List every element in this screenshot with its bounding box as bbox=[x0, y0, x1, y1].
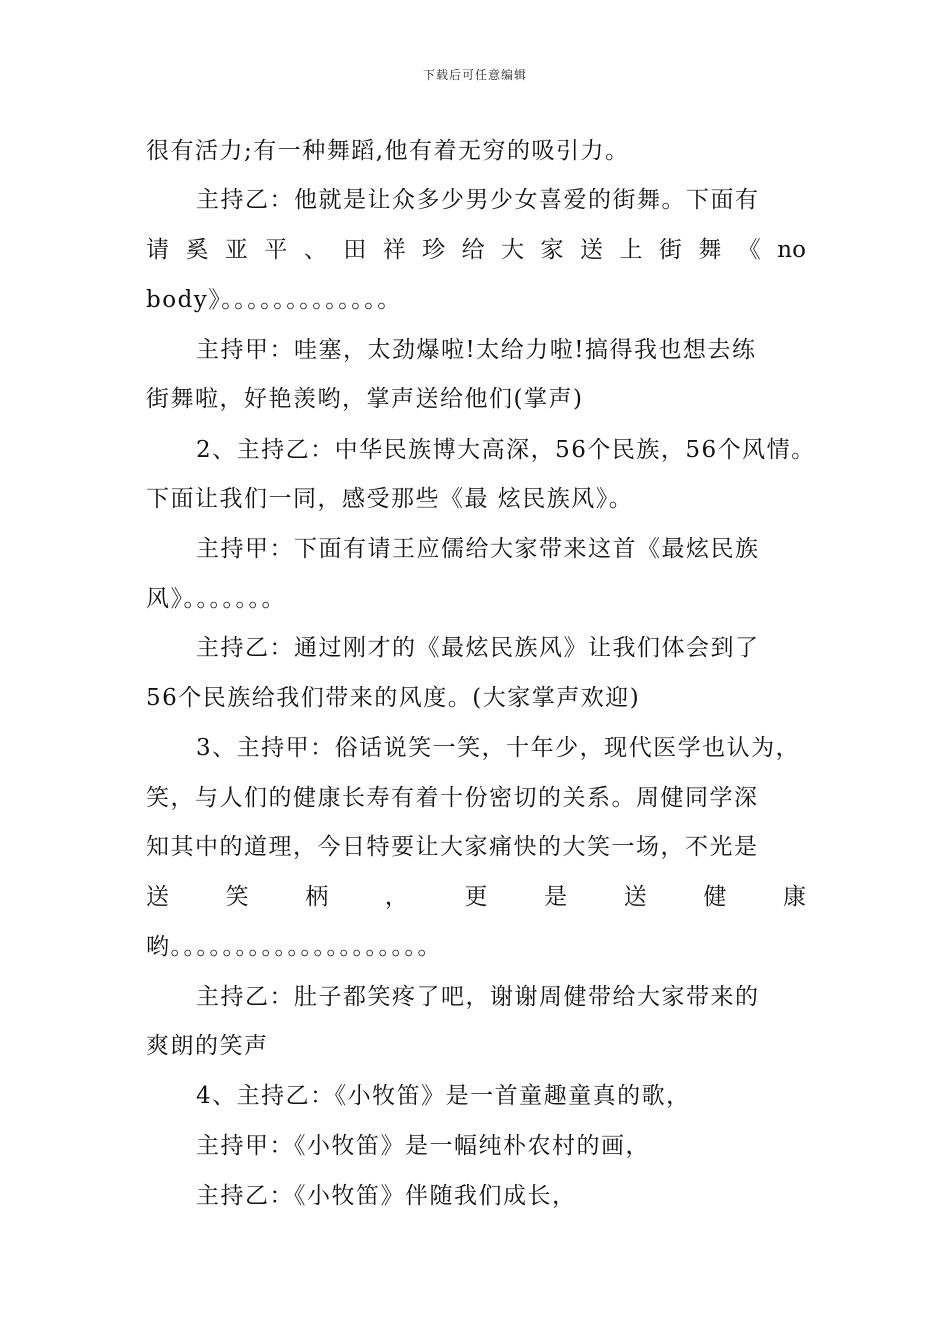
text-char: 上 bbox=[619, 237, 643, 263]
text-char: 笑 bbox=[225, 884, 249, 910]
text-char: ， bbox=[384, 884, 408, 910]
text-char: 给 bbox=[461, 237, 485, 263]
text-char: 请 bbox=[146, 237, 169, 263]
text-char: 送 bbox=[579, 237, 603, 263]
text-line: 主持甲：哇塞，太劲爆啦!太给力啦!搞得我也想去练 bbox=[196, 337, 757, 363]
text-char: 祥 bbox=[382, 237, 406, 263]
page-header: 下载后可任意编辑 bbox=[422, 68, 527, 82]
text-char: 更 bbox=[464, 884, 488, 910]
text-char: 柄 bbox=[305, 884, 329, 910]
text-line: 主持乙：《小牧笛》伴随我们成长， bbox=[196, 1183, 577, 1209]
text-line: 2、主持乙：中华民族博大高深，56个民族，56个风情。 bbox=[196, 437, 816, 463]
text-line: 下面让我们一同，感受那些《最 炫民族风》。 bbox=[146, 486, 634, 512]
text-char: 是 bbox=[544, 884, 568, 910]
text-line: 笑，与人们的健康长寿有着十份密切的关系。周健同学深 bbox=[146, 785, 759, 811]
text-line-justified bbox=[146, 882, 806, 912]
text-line: 主持乙：他就是让众多少男少女喜爱的街舞。下面有 bbox=[196, 187, 760, 213]
text-line: 很有活力;有一种舞蹈,他有着无穷的吸引力。 bbox=[146, 138, 630, 164]
text-line: 知其中的道理，今日特要让大家痛快的大笑一场，不光是 bbox=[146, 834, 759, 860]
text-char: 送 bbox=[623, 884, 647, 910]
text-char: 送 bbox=[146, 884, 169, 910]
text-line: 56个民族给我们带来的风度。(大家掌声欢迎) bbox=[146, 685, 641, 711]
text-line: 主持乙：通过刚才的《最炫民族风》让我们体会到了 bbox=[196, 635, 760, 661]
text-line: 主持甲：《小牧笛》是一幅纯朴农村的画， bbox=[196, 1133, 650, 1159]
text-line: 3、主持甲：俗话说笑一笑，十年少，现代医学也认为， bbox=[196, 735, 801, 761]
text-line-justified bbox=[146, 235, 806, 265]
text-char: no bbox=[777, 237, 806, 263]
text-char: 《 bbox=[737, 237, 761, 263]
text-char: 、 bbox=[303, 237, 327, 263]
text-line: 风》。。。。。。。 bbox=[146, 586, 286, 612]
text-line: 4、主持乙：《小牧笛》是一首童趣童真的歌， bbox=[196, 1083, 691, 1109]
text-line: 主持乙：肚子都笑疼了吧，谢谢周健带给大家带来的 bbox=[196, 984, 760, 1010]
text-char: 健 bbox=[703, 884, 727, 910]
text-char: 平 bbox=[264, 237, 288, 263]
text-line: 哟。。。。。。。。。。。。。。。。。。。。 bbox=[146, 934, 442, 960]
text-char: 舞 bbox=[698, 237, 722, 263]
text-char: 康 bbox=[783, 884, 806, 910]
text-char: 大 bbox=[501, 237, 525, 263]
text-char: 珍 bbox=[422, 237, 446, 263]
text-char: 街 bbox=[658, 237, 682, 263]
text-line: 爽朗的笑声 bbox=[146, 1033, 269, 1059]
text-char: 家 bbox=[540, 237, 564, 263]
text-char: 奚 bbox=[185, 237, 209, 263]
text-line: body》。。。。。。。。。。。。。 bbox=[146, 287, 402, 313]
text-line: 主持甲：下面有请王应儒给大家带来这首《最炫民族 bbox=[196, 536, 760, 562]
text-char: 田 bbox=[343, 237, 367, 263]
text-char: 亚 bbox=[224, 237, 248, 263]
text-line: 街舞啦，好艳羡哟，掌声送给他们(掌声) bbox=[146, 386, 584, 412]
